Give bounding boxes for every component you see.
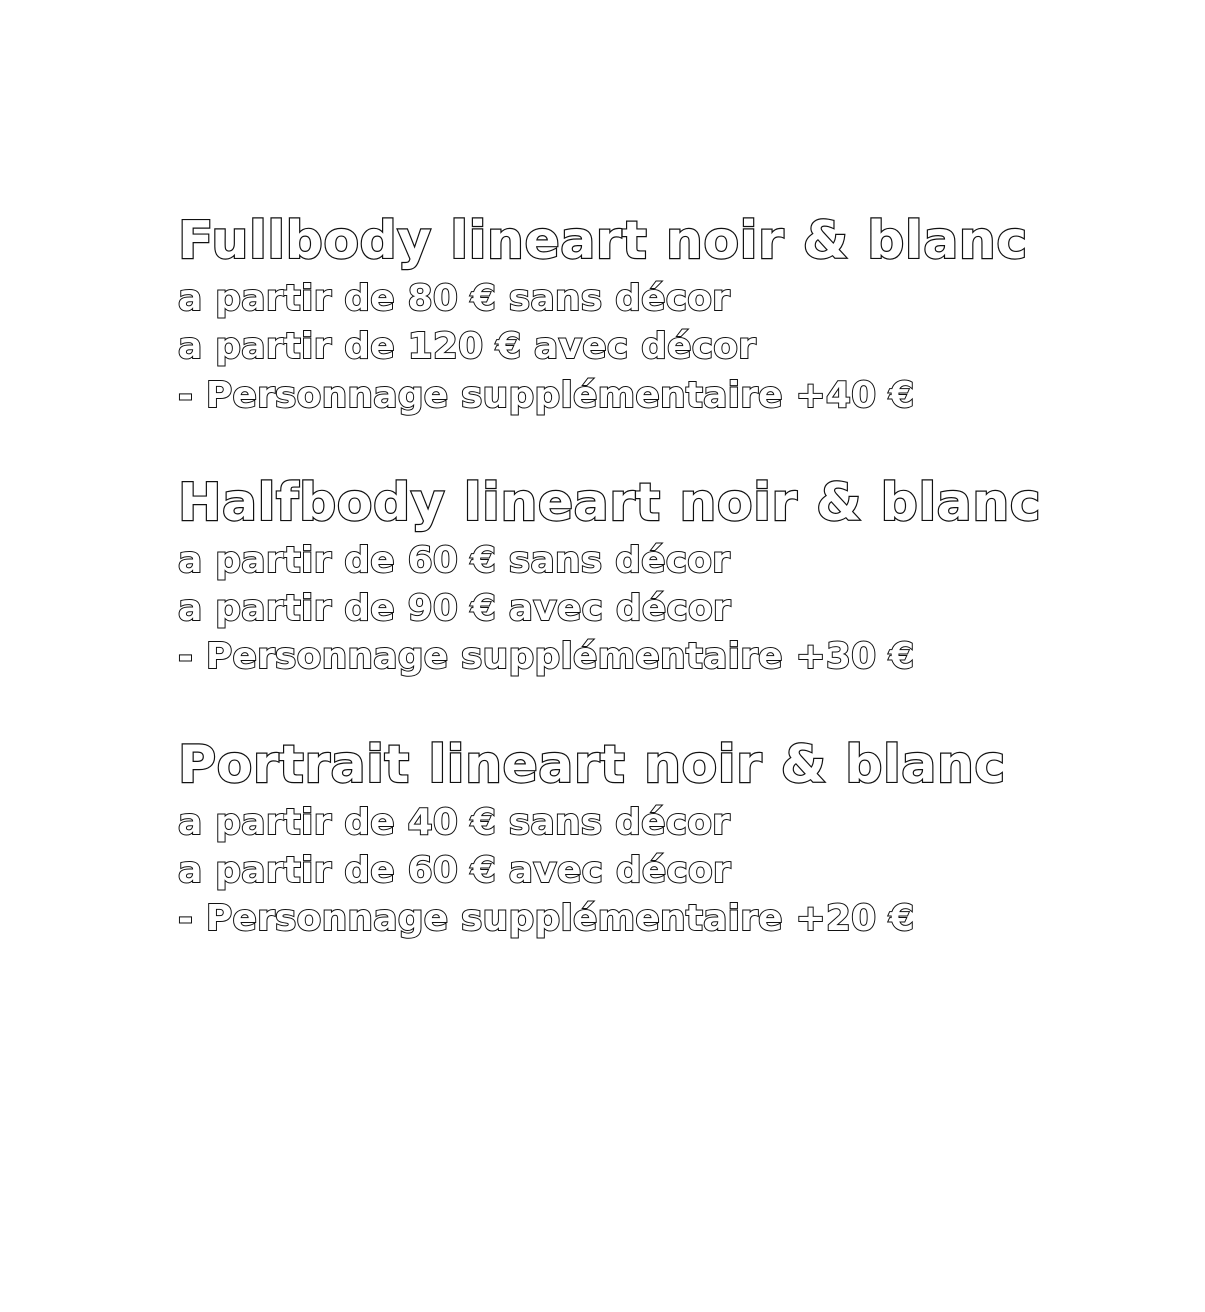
price-block-title: Portrait lineart noir & blanc	[178, 734, 1006, 795]
price-line: - Personnage supplémentaire +40 €	[178, 374, 915, 416]
price-line: - Personnage supplémentaire +20 €	[178, 898, 915, 940]
price-block-portrait	[178, 734, 1078, 944]
price-line: a partir de 60 € avec décor	[178, 849, 731, 891]
price-block-fullbody	[178, 211, 1078, 420]
price-line: a partir de 60 € sans décor	[178, 539, 731, 581]
price-line: a partir de 80 € sans décor	[178, 278, 731, 320]
price-line: a partir de 40 € sans décor	[178, 801, 731, 843]
price-block-title: Halfbody lineart noir & blanc	[178, 472, 1042, 533]
price-line: a partir de 90 € avec décor	[178, 588, 731, 630]
price-line: a partir de 120 € avec décor	[178, 326, 757, 368]
price-list	[178, 211, 1078, 943]
price-block-halfbody	[178, 472, 1078, 682]
price-block-title: Fullbody lineart noir & blanc	[178, 211, 1028, 271]
price-line: - Personnage supplémentaire +30 €	[178, 636, 915, 678]
